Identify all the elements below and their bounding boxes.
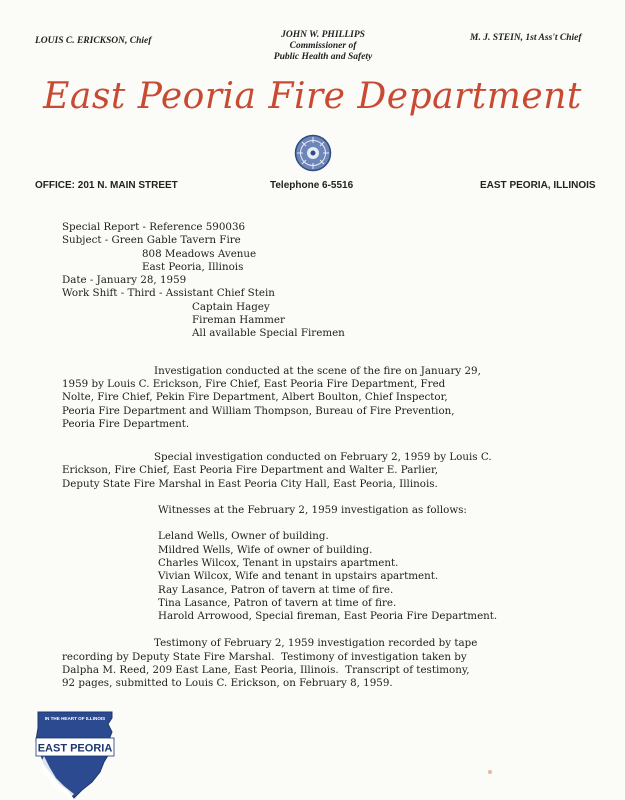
- witness-item: Vivian Wilcox, Wife and tenant in upstairs apartment.: [158, 570, 439, 583]
- paragraph-line: Nolte, Fire Chief, Pekin Fire Department, Albert Boulton, Chief Inspector,: [62, 391, 448, 404]
- witness-section: [62, 504, 582, 623]
- paragraph-line: recording by Deputy State Fire Marshal. Testimony of investigation taken by: [62, 650, 467, 663]
- report-reference: Special Report - Reference 590036: [62, 221, 246, 233]
- witness-item: Tina Lasance, Patron of tavern at time of fire.: [158, 596, 397, 609]
- paragraph-testimony: [62, 637, 582, 690]
- report-body: [62, 221, 582, 691]
- paragraph-line: 92 pages, submitted to Louis C. Erickson, on February 8, 1959.: [62, 677, 393, 690]
- witness-item: Ray Lasance, Patron of tavern at time of fire.: [158, 583, 394, 596]
- east-peoria-badge-logo: [30, 704, 120, 800]
- paragraph-investigation: [62, 365, 582, 431]
- paragraph-special-investigation: [62, 451, 582, 491]
- report-work-shift: Work Shift - Third - Assistant Chief Stein: [62, 287, 275, 300]
- paragraph-line: Deputy State Fire Marshal in East Peoria City Hall, East Peoria, Illinois.: [62, 477, 438, 490]
- paragraph-line: Dalpha M. Reed, 209 East Lane, East Peoria, Illinois. Transcript of testimony,: [62, 664, 470, 677]
- department-title: East Peoria Fire Department: [43, 76, 582, 117]
- commissioner-block: [263, 30, 383, 63]
- witness-item: Harold Arrowood, Special fireman, East Peoria Fire Department.: [158, 610, 498, 623]
- commissioner-title-1: Commissioner of: [289, 41, 357, 51]
- paper-stain: [488, 770, 492, 774]
- report-crew-1: Captain Hagey: [192, 300, 270, 313]
- report-date: Date - January 28, 1959: [62, 274, 187, 287]
- department-seal-icon: [294, 134, 332, 172]
- commissioner-name: JOHN W. PHILLIPS: [281, 30, 365, 40]
- report-address-line-1: 808 Meadows Avenue: [142, 247, 257, 260]
- paragraph-line: 1959 by Louis C. Erickson, Fire Chief, East Peoria Fire Department, Fred: [62, 377, 446, 390]
- paragraph-line: Peoria Fire Department.: [62, 417, 190, 430]
- chief-name: LOUIS C. ERICKSON, Chief: [35, 36, 152, 46]
- paragraph-line: Special investigation conducted on February 2, 1959 by Louis C.: [154, 451, 492, 464]
- report-crew-3: All available Special Firemen: [192, 327, 345, 340]
- badge-name: EAST PEORIA: [37, 742, 113, 755]
- report-address-line-2: East Peoria, Illinois: [142, 260, 244, 273]
- report-subject: Subject - Green Gable Tavern Fire: [62, 234, 241, 247]
- witness-intro: Witnesses at the February 2, 1959 investigation as follows:: [158, 504, 467, 517]
- telephone: Telephone 6-5516: [270, 180, 354, 191]
- paragraph-line: Investigation conducted at the scene of the fire on January 29,: [154, 364, 481, 377]
- paragraph-line: Erickson, Fire Chief, East Peoria Fire Department and Walter E. Parlier,: [62, 464, 439, 477]
- paragraph-line: Testimony of February 2, 1959 investigation recorded by tape: [154, 637, 478, 650]
- paragraph-line: Peoria Fire Department and William Thompson, Bureau of Fire Prevention,: [62, 404, 455, 417]
- badge-tagline: IN THE HEART OF ILLINOIS: [44, 716, 106, 721]
- witness-item: Charles Wilcox, Tenant in upstairs apartment.: [158, 556, 399, 569]
- commissioner-title-2: Public Health and Safety: [273, 52, 373, 62]
- witness-item: Mildred Wells, Wife of owner of building.: [158, 543, 373, 556]
- report-crew-2: Fireman Hammer: [192, 314, 285, 327]
- city-state: EAST PEORIA, ILLINOIS: [480, 180, 596, 191]
- office-address: OFFICE: 201 N. MAIN STREET: [35, 180, 178, 191]
- witness-item: Leland Wells, Owner of building.: [158, 530, 329, 543]
- assistant-chief-name: M. J. STEIN, 1st Ass't Chief: [470, 33, 582, 43]
